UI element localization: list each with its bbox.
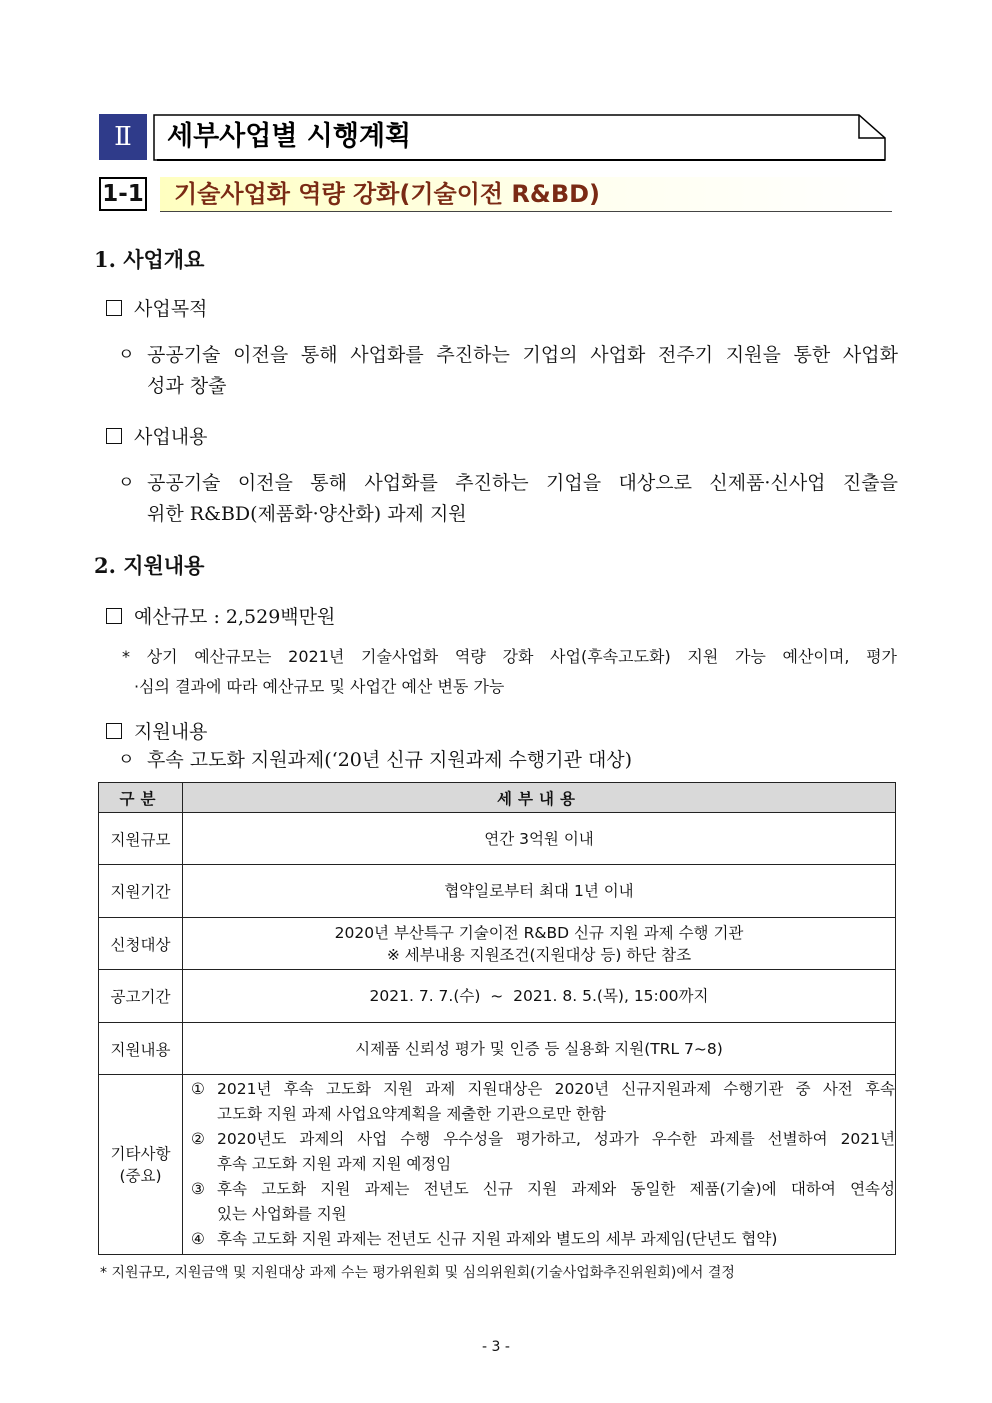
section-title: 세부사업별 시행계획 bbox=[167, 121, 412, 152]
row-value: 시제품 신뢰성 평가 및 인증 등 실용화 지원(TRL 7~8) bbox=[183, 1023, 896, 1075]
etc-label-line-2: (중요) bbox=[119, 1166, 162, 1185]
row-value bbox=[183, 918, 896, 970]
header-category: 구분 bbox=[99, 783, 183, 813]
section-title-box bbox=[153, 114, 886, 160]
circle-bullet-icon: ㅇ bbox=[118, 473, 135, 493]
row-value: 협약일로부터 최대 1년 이내 bbox=[183, 865, 896, 918]
item-line-1: 후속 고도화 지원 과제는 전년도 신규 지원 과제와 동일한 제품(기술)에 대하여 연속성 bbox=[217, 1180, 895, 1198]
item-line-1: 2020년도 과제의 사업 수행 우수성을 평가하고, 성과가 우수한 과제를 선별하여 2021년 bbox=[217, 1130, 895, 1148]
box-item-purpose bbox=[106, 294, 207, 321]
item-line-1: 2021년 후속 고도화 지원 과제 지원대상은 2020년 신규지원과제 수행기관 중 사전 후속 bbox=[217, 1080, 895, 1098]
item-number: ① bbox=[191, 1080, 205, 1098]
table-row bbox=[99, 865, 896, 918]
budget-note-line-2: ·심의 결과에 따라 예산규모 및 사업간 예산 변동 가능 bbox=[134, 677, 505, 696]
content-line-2: 위한 R&BD(제품화·양산화) 과제 지원 bbox=[147, 503, 467, 525]
table-row bbox=[99, 813, 896, 865]
row-label: 지원내용 bbox=[99, 1023, 183, 1075]
budget-note bbox=[122, 642, 897, 702]
item-number: ② bbox=[191, 1130, 205, 1148]
list-item bbox=[191, 1077, 895, 1127]
item-line-2: 후속 고도화 지원 과제 지원 예정임 bbox=[217, 1155, 452, 1173]
support-subtitle bbox=[118, 745, 898, 777]
row-label: 공고기간 bbox=[99, 970, 183, 1023]
purpose-line-2: 성과 창출 bbox=[147, 375, 227, 397]
table-header-row bbox=[99, 783, 896, 813]
box-item-content bbox=[106, 422, 207, 449]
item-number: ③ bbox=[191, 1180, 205, 1198]
etc-label-line-1: 기타사항 bbox=[110, 1144, 171, 1163]
circle-bullet-icon: ㅇ bbox=[118, 345, 135, 365]
table-row bbox=[99, 970, 896, 1023]
support-table bbox=[98, 782, 896, 1255]
page-number: - 3 - bbox=[482, 1339, 510, 1355]
content-label: 사업내용 bbox=[134, 426, 208, 448]
item-line-2: 고도화 지원 과제 사업요약계획을 제출한 기관으로만 한함 bbox=[217, 1105, 606, 1123]
item-number: ④ bbox=[191, 1230, 205, 1248]
row-label: 신청대상 bbox=[99, 918, 183, 970]
header-details: 세부내용 bbox=[183, 783, 896, 813]
table-row bbox=[99, 918, 896, 970]
row-value: 연간 3억원 이내 bbox=[183, 813, 896, 865]
list-item bbox=[191, 1227, 895, 1252]
checkbox-square-icon bbox=[106, 723, 122, 739]
item-line-1: 후속 고도화 지원 과제는 전년도 신규 지원 과제와 별도의 세부 과제임(단년도 협약) bbox=[217, 1230, 778, 1248]
list-item bbox=[191, 1127, 895, 1177]
section-number: Ⅱ bbox=[99, 114, 147, 160]
heading-overview: 1. 사업개요 bbox=[94, 247, 205, 272]
box-item-budget bbox=[106, 602, 335, 629]
heading-support: 2. 지원내용 bbox=[94, 553, 205, 578]
subsection-number: 1-1 bbox=[99, 177, 147, 211]
row-value: 2021. 7. 7.(수) ~ 2021. 8. 5.(목), 15:00까지 bbox=[183, 970, 896, 1023]
purpose-line-1: 공공기술 이전을 통해 사업화를 추진하는 기업의 사업화 전주기 지원을 통한 사업화 bbox=[147, 344, 898, 366]
support-label: 지원내용 bbox=[134, 721, 208, 743]
content-line-1: 공공기술 이전을 통해 사업화를 추진하는 기업을 대상으로 신제품·신사업 진출을 bbox=[147, 472, 898, 494]
row-label bbox=[99, 1075, 183, 1255]
table-row-etc bbox=[99, 1075, 896, 1255]
checkbox-square-icon bbox=[106, 608, 122, 624]
budget-note-line-1: * 상기 예산규모는 2021년 기술사업화 역량 강화 사업(후속고도화) 지원 가능 예산이며, 평가 bbox=[122, 647, 897, 666]
subsection-title-bar bbox=[160, 177, 892, 212]
list-item bbox=[191, 1177, 895, 1227]
row-label: 지원기간 bbox=[99, 865, 183, 918]
budget-label: 예산규모 : 2,529백만원 bbox=[134, 606, 336, 628]
support-subtitle-text: 후속 고도화 지원과제(‘20년 신규 지원과제 수행기관 대상) bbox=[147, 749, 633, 771]
checkbox-square-icon bbox=[106, 428, 122, 444]
etc-list bbox=[183, 1075, 896, 1255]
row-label: 지원규모 bbox=[99, 813, 183, 865]
footnote: * 지원규모, 지원금액 및 지원대상 과제 수는 평가위원회 및 심의위원회(기술사업화추진위원회)에서 결정 bbox=[100, 1265, 735, 1281]
row-value-line-2: ※ 세부내용 지원조건(지원대상 등) 하단 참조 bbox=[386, 945, 692, 964]
item-line-2: 있는 사업화를 지원 bbox=[217, 1205, 347, 1223]
purpose-description bbox=[118, 340, 898, 404]
purpose-label: 사업목적 bbox=[134, 298, 208, 320]
subsection-title: 기술사업화 역량 강화(기술이전 R&BD) bbox=[174, 180, 601, 208]
circle-bullet-icon: ㅇ bbox=[118, 750, 135, 770]
box-item-support bbox=[106, 717, 207, 744]
table-row bbox=[99, 1023, 896, 1075]
content-description bbox=[118, 468, 898, 532]
checkbox-square-icon bbox=[106, 300, 122, 316]
row-value-line-1: 2020년 부산특구 기술이전 R&BD 신규 지원 과제 수행 기관 bbox=[334, 923, 744, 942]
